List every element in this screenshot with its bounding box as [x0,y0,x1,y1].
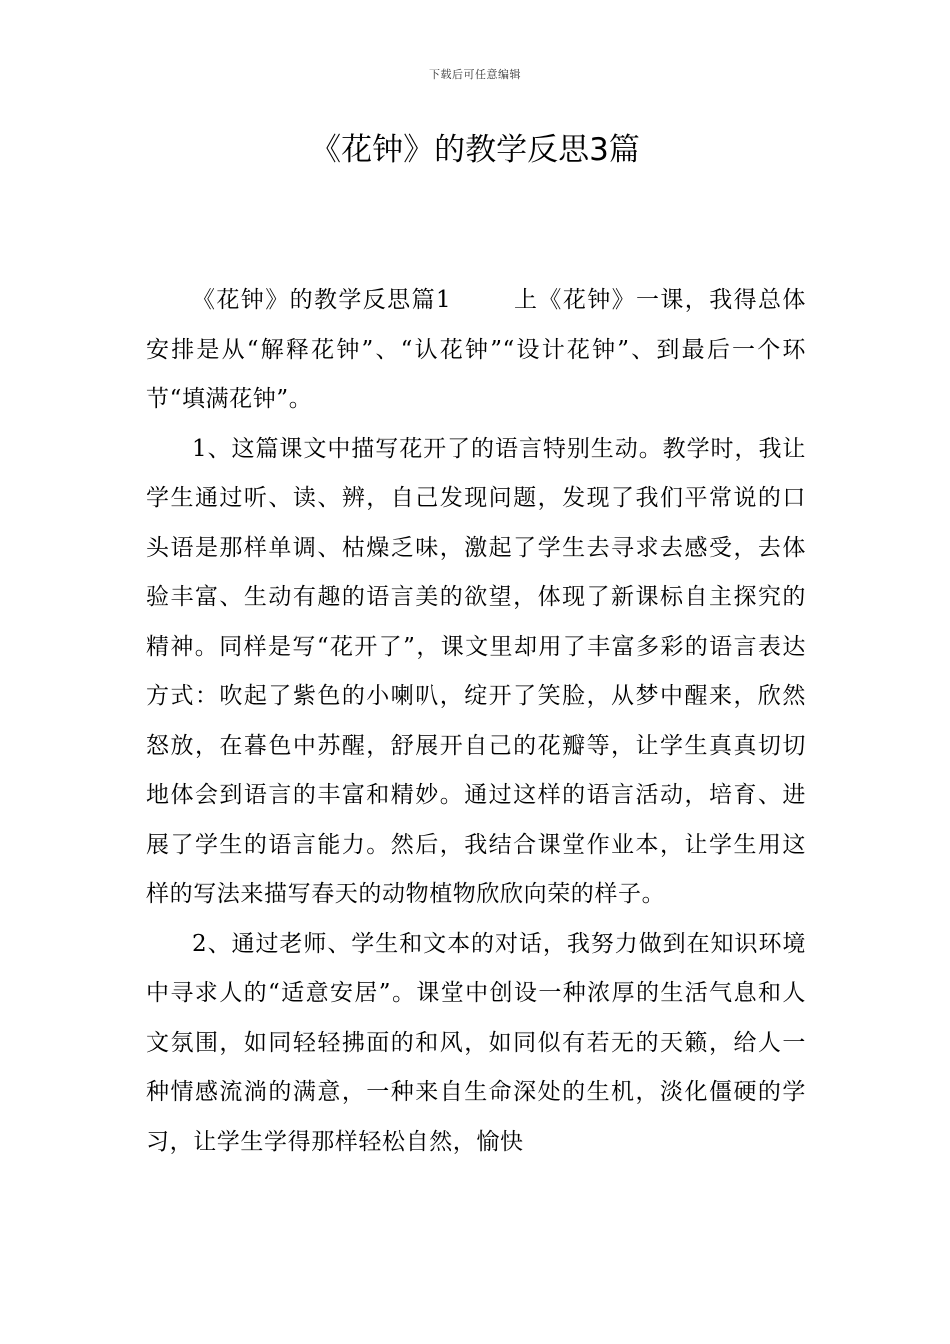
paragraph-1-lead: 《花钟》的教学反思篇1 [192,287,452,313]
paragraph-2: 1、这篇课文中描写花开了的语言特别生动。教学时，我让学生通过听、读、辨，自己发现问题，发现了我们平常说的口头语是那样单调、枯燥乏味，激起了学生去寻求去感受，去体验丰富、生动有趣的语言美的欲望，体现了新课标自主探究的精神。同样是写“花开了”，课文里却用了丰富多彩的语言表达方式：吹起了紫色的小喇叭，绽开了笑脸，从梦中醒来，欣然怒放，在暮色中苏醒，舒展开自己的花瓣等，让学生真真切切地体会到语言的丰富和精妙。通过这样的语言活动，培育、进展了学生的语言能力。然后，我结合课堂作业本，让学生用这样的写法来描写春天的动物植物欣欣向荣的样子。 [146,435,806,907]
page-title: 《花钟》的教学反思3篇 [310,132,640,168]
paragraph-1 [146,276,806,425]
document-body [146,276,806,1167]
paragraph-1-text: 上《花钟》一课，我得总体安排是从“解释花钟”、“认花钟”“设计花钟”、到最后一个环节“填满花钟”。 [146,287,806,412]
paragraph-3: 2、通过老师、学生和文本的对话，我努力做到在知识环境中寻求人的“适意安居”。课堂中创设一种浓厚的生活气息和人文氛围，如同轻轻拂面的和风，如同似有若无的天籁，给人一种情感流淌的满意，一种来自生命深处的生机，淡化僵硬的学习，让学生学得那样轻松自然，愉快 [146,930,806,1155]
header-note: 下载后可任意编辑 [429,68,521,81]
